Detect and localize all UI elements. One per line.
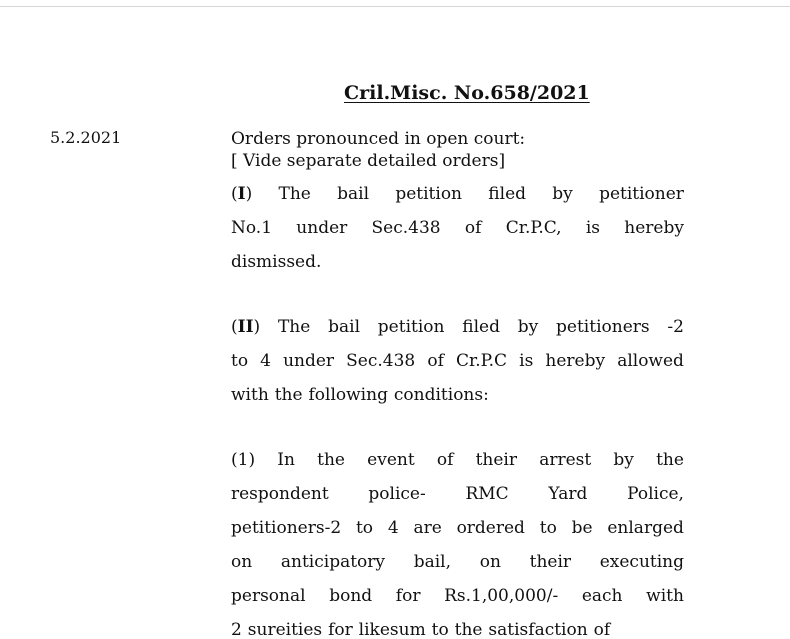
word: with bbox=[646, 586, 684, 606]
word: Yard bbox=[548, 484, 588, 504]
word: for bbox=[395, 586, 421, 606]
word: to bbox=[355, 518, 374, 538]
word: Sec.438 bbox=[371, 218, 441, 238]
word: to bbox=[539, 518, 557, 538]
word: In bbox=[277, 450, 295, 470]
word: to bbox=[431, 620, 449, 639]
word: of bbox=[464, 218, 482, 238]
word: dismissed. bbox=[231, 252, 322, 272]
word: following bbox=[308, 385, 388, 405]
word: likesum bbox=[358, 620, 426, 639]
word: for bbox=[328, 620, 353, 639]
text-line bbox=[231, 344, 684, 378]
word: under bbox=[283, 351, 335, 371]
word: satisfaction bbox=[488, 620, 588, 639]
word: petition bbox=[395, 184, 463, 204]
word: ordered bbox=[456, 518, 525, 538]
word: Rs.1,00,000/- bbox=[444, 586, 559, 606]
text-line bbox=[231, 477, 684, 511]
word: petitioner bbox=[599, 184, 684, 204]
top-divider bbox=[0, 6, 790, 7]
word: by bbox=[517, 317, 539, 337]
word: anticipatory bbox=[280, 552, 386, 572]
intro-line: Orders pronounced in open court: bbox=[231, 129, 526, 149]
word: are bbox=[413, 518, 442, 538]
word: on bbox=[231, 552, 253, 572]
paragraph-dismissal bbox=[231, 177, 684, 279]
word: executing bbox=[599, 552, 684, 572]
word: the bbox=[317, 450, 345, 470]
word: filed bbox=[488, 184, 527, 204]
word: is bbox=[585, 218, 600, 238]
word: by bbox=[613, 450, 634, 470]
text-line bbox=[231, 177, 684, 211]
word: bail, bbox=[413, 552, 452, 572]
word: sureities bbox=[247, 620, 323, 639]
word: their bbox=[475, 450, 517, 470]
word: the bbox=[454, 620, 483, 639]
word: with bbox=[231, 385, 269, 405]
word: 4 bbox=[387, 518, 399, 538]
paragraph-allowance bbox=[231, 310, 684, 412]
word: filed bbox=[462, 317, 500, 337]
word: 2 bbox=[231, 620, 242, 639]
word: respondent bbox=[231, 484, 329, 504]
word: petitioners-2 bbox=[231, 518, 342, 538]
text-line bbox=[231, 211, 684, 245]
text-line bbox=[231, 579, 684, 613]
word: bond bbox=[329, 586, 373, 606]
word: conditions: bbox=[393, 385, 489, 405]
word: be bbox=[571, 518, 593, 538]
text-line bbox=[231, 443, 684, 477]
word: RMC bbox=[465, 484, 509, 504]
word: on bbox=[479, 552, 501, 572]
intro-line: [ Vide separate detailed orders] bbox=[231, 151, 506, 171]
word: No.1 bbox=[231, 218, 273, 238]
word: (1) bbox=[231, 450, 256, 470]
word: (II) bbox=[231, 317, 261, 337]
word: Cr.P.C, bbox=[505, 218, 562, 238]
order-date: 5.2.2021 bbox=[50, 128, 122, 147]
order-intro bbox=[231, 128, 684, 172]
word: Sec.438 bbox=[346, 351, 416, 371]
word: hereby bbox=[624, 218, 684, 238]
word: of bbox=[427, 351, 444, 371]
word: bail bbox=[328, 317, 361, 337]
paragraph-condition-1 bbox=[231, 443, 684, 639]
word: by bbox=[552, 184, 573, 204]
word: of bbox=[436, 450, 454, 470]
word: allowed bbox=[617, 351, 684, 371]
word: arrest bbox=[539, 450, 592, 470]
word: of bbox=[593, 620, 611, 639]
text-line bbox=[231, 545, 684, 579]
word: the bbox=[274, 385, 303, 405]
text-line bbox=[231, 511, 684, 545]
word: the bbox=[656, 450, 684, 470]
word: hereby bbox=[545, 351, 606, 371]
text-line bbox=[231, 378, 684, 412]
word: each bbox=[581, 586, 623, 606]
word: to bbox=[231, 351, 249, 371]
word: their bbox=[529, 552, 572, 572]
word: 4 bbox=[260, 351, 271, 371]
word: Police, bbox=[627, 484, 684, 504]
word: event bbox=[367, 450, 415, 470]
word: is bbox=[519, 351, 534, 371]
word: The bbox=[278, 184, 311, 204]
word: petitioners bbox=[556, 317, 650, 337]
word: enlarged bbox=[607, 518, 684, 538]
text-line bbox=[231, 310, 684, 344]
word: bail bbox=[337, 184, 370, 204]
case-number-heading: Cril.Misc. No.658/2021 bbox=[344, 82, 590, 104]
word: Cr.P.C bbox=[455, 351, 508, 371]
word: police- bbox=[368, 484, 426, 504]
word: The bbox=[277, 317, 311, 337]
word: (I) bbox=[231, 184, 253, 204]
word: under bbox=[296, 218, 348, 238]
word: petition bbox=[377, 317, 445, 337]
text-line bbox=[231, 613, 684, 639]
word: -2 bbox=[667, 317, 684, 337]
word: personal bbox=[231, 586, 306, 606]
text-line bbox=[231, 245, 684, 279]
